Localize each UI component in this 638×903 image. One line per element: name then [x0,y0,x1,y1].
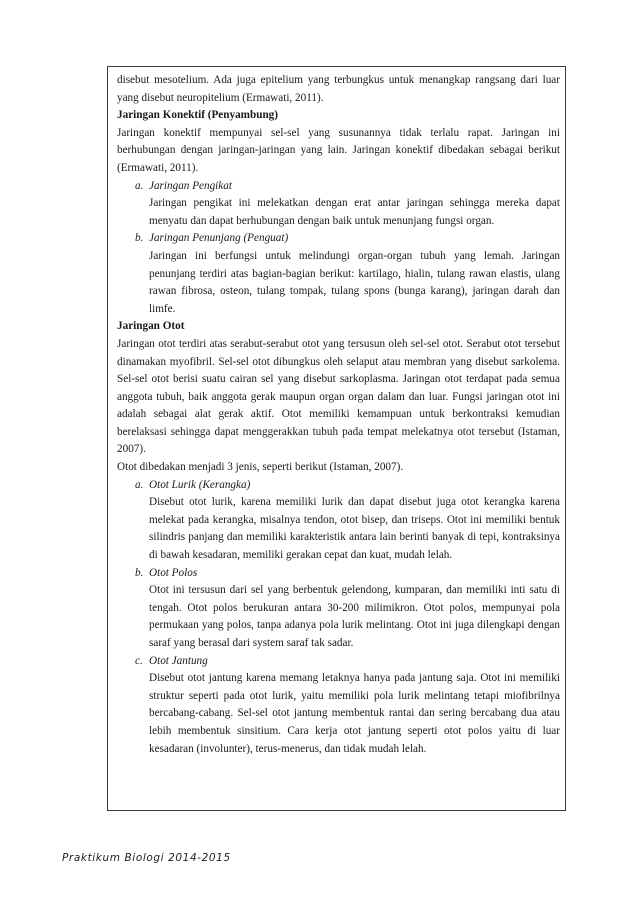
otot-paragraph: Jaringan otot terdiri atas serabut-serabut otot yang tersusun oleh sel-sel otot. Serabut otot tersebut dinamakan myofibril. Sel-sel otot dibungkus oleh selaput atau membran yang disebut sarkolema. Sel-sel otot berisi suatu cairan sel yang disebut sarkoplasma. Jaringan otot terdapat pada semua anggota tubuh, baik anggota gerak maupun organ organ dalam dan luar. Fungsi jaringan otot ini adalah sebagai alat gerak aktif. Otot memiliki kemampuan untuk berkontraksi kemudian berelaksasi sehingga dapat menggerakkan tubuh pada tempat melekatnya otot tersebut (Istaman, 2007). [117,337,560,456]
item-text: Jaringan pengikat ini melekatkan dengan erat antar jaringan sehingga mereka dapat menyatu dan dapat berhubungan dengan baik untuk menunjang fungsi organ. [149,197,560,227]
item-title: Jaringan Pengikat [149,179,232,192]
item-text: Jaringan ini berfungsi untuk melindungi organ-organ tubuh yang lemah. Jaringan penunjang terdiri atas bagian-bagian berikut: kartilago, hialin, tulang rawan elastis, ulang rawan fibrosa, osteon, tulang tompak, tulang spons (bunga karang), jaringan darah dan limfe. [149,249,560,315]
list-item [117,230,560,318]
item-text: Disebut otot jantung karena memang letaknya hanya pada jantung saja. Otot ini memiliki struktur seperti pada otot lurik, yaitu memiliki pola lurik melintang tetapi miofibrilnya bercabang-cabang. Sel-sel otot jantung membentuk rantai dan sering bercabang dua atau lebih membentuk sinsitium. Cara kerja otot jantung seperti otot polos yaitu di luar kesadaran (involunter), terus-menerus, dan tidak mudah lelah. [149,672,560,755]
item-letter: b. [135,232,144,245]
item-text: Otot ini tersusun dari sel yang berbentuk gelendong, kumparan, dan memiliki inti satu di tengah. Otot polos berukuran antara 30-200 milimikron. Otot polos, mempunyai pola permukaan yang polos, tanpa adanya pola lurik melintang. Otot ini juga dilengkapi dengan saraf yang berasal dari system saraf tak sadar. [149,584,560,649]
item-title: Jaringan Penunjang (Penguat) [149,232,289,245]
konektif-paragraph: Jaringan konektif mempunyai sel-sel yang susunannya tidak terlalu rapat. Jaringan ini berhubungan dengan jaringan-jaringan yang lain. Jaringan konektif dibedakan sebagai berikut (Ermawati, 2011). [117,126,560,174]
item-letter: c. [135,654,143,667]
otot-list [117,477,560,759]
document-body [117,72,560,758]
heading-konektif: Jaringan Konektif (Penyambung) [117,109,278,122]
heading-otot: Jaringan Otot [117,320,185,333]
list-item [117,477,560,565]
item-letter: a. [135,478,144,491]
list-item [117,565,560,653]
item-title: Otot Lurik (Kerangka) [149,478,251,491]
item-text: Disebut otot lurik, karena memiliki lurik dan dapat disebut juga otot kerangka karena melekat pada kerangka, misalnya tendon, otot bisep, dan triseps. Otot ini memiliki bentuk silindris panjang dan memiliki karakteristik antara lain berinti banyak di tepi, kontraksinya di bawah kesadaran, memiliki gerakan cepat dan kuat, mudah lelah. [149,496,560,562]
list-item [117,653,560,759]
page-footer: Praktikum Biologi 2014-2015 [62,852,231,864]
list-item [117,178,560,231]
otot-types-paragraph: Otot dibedakan menjadi 3 jenis, seperti berikut (Istaman, 2007). [117,461,404,474]
konektif-list [117,178,560,319]
intro-paragraph: disebut mesotelium. Ada juga epitelium yang terbungkus untuk menangkap rangsang dari luar yang disebut neuropitelium (Ermawati, 2011). [117,74,560,104]
item-letter: b. [135,566,144,579]
item-title: Otot Polos [149,566,198,579]
item-letter: a. [135,179,144,192]
item-title: Otot Jantung [149,654,208,667]
